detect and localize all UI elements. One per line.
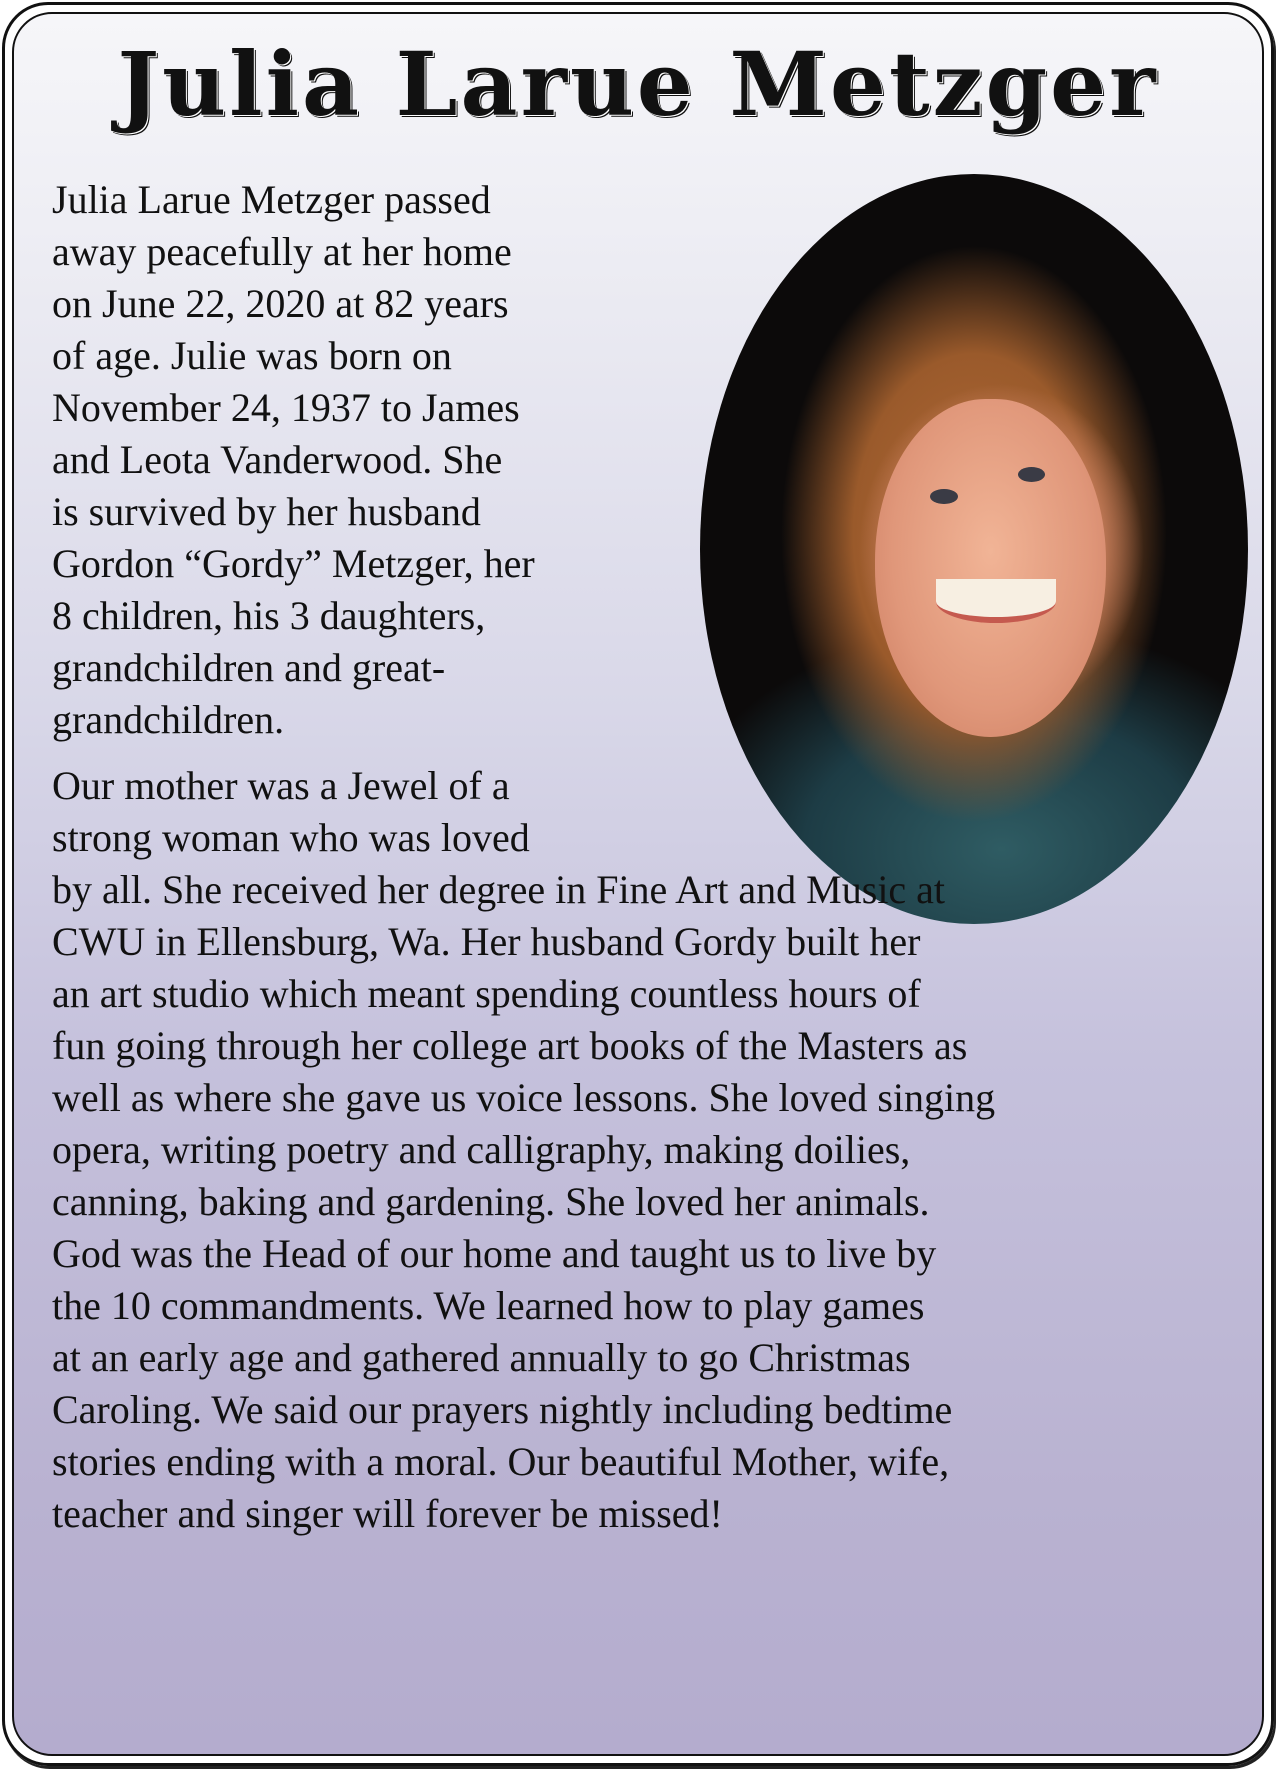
text-line: strong woman who was loved	[52, 815, 530, 860]
text-line: is survived by her husband	[52, 489, 481, 534]
text-line: canning, baking and gardening. She loved her animals.	[52, 1179, 930, 1224]
text-line: Caroling. We said our prayers nightly including bedtime	[52, 1387, 953, 1432]
portrait-eye-right	[1018, 467, 1045, 482]
text-line: November 24, 1937 to James	[52, 385, 520, 430]
portrait-smile	[936, 579, 1057, 623]
portrait-face	[875, 399, 1105, 737]
text-line: Julia Larue Metzger passed	[52, 177, 491, 222]
obituary-card-inner	[12, 12, 1264, 1756]
text-line: Gordon “Gordy” Metzger, her	[52, 541, 535, 586]
obituary-title: Julia Larue Metzger	[117, 32, 1159, 136]
text-line: well as where she gave us voice lessons. She loved singing	[52, 1075, 996, 1120]
obituary-paragraph-2	[52, 760, 1252, 1540]
text-line: Our mother was a Jewel of a	[52, 763, 510, 808]
text-line: CWU in Ellensburg, Wa. Her husband Gordy built her	[52, 919, 921, 964]
text-line: of age. Julie was born on	[52, 333, 452, 378]
text-line: by all. She received her degree in Fine Art and Music at	[52, 867, 946, 912]
obituary-paragraph-1	[52, 174, 652, 746]
text-line: grandchildren and great-	[52, 645, 446, 690]
text-line: 8 children, his 3 daughters,	[52, 593, 486, 638]
text-line: and Leota Vanderwood. She	[52, 437, 503, 482]
text-line: on June 22, 2020 at 82 years	[52, 281, 509, 326]
portrait-eye-left	[930, 489, 957, 504]
text-line: fun going through her college art books of the Masters as	[52, 1023, 968, 1068]
text-line: God was the Head of our home and taught us to live by	[52, 1231, 937, 1276]
text-line: the 10 commandments. We learned how to play games	[52, 1283, 925, 1328]
text-line: teacher and singer will forever be missed!	[52, 1491, 723, 1536]
text-line: grandchildren.	[52, 697, 285, 742]
text-line: an art studio which meant spending countless hours of	[52, 971, 921, 1016]
text-line: stories ending with a moral. Our beautiful Mother, wife,	[52, 1439, 950, 1484]
text-line: away peacefully at her home	[52, 229, 512, 274]
text-line: at an early age and gathered annually to go Christmas	[52, 1335, 911, 1380]
text-line: opera, writing poetry and calligraphy, making doilies,	[52, 1127, 911, 1172]
obituary-card	[2, 2, 1274, 1766]
